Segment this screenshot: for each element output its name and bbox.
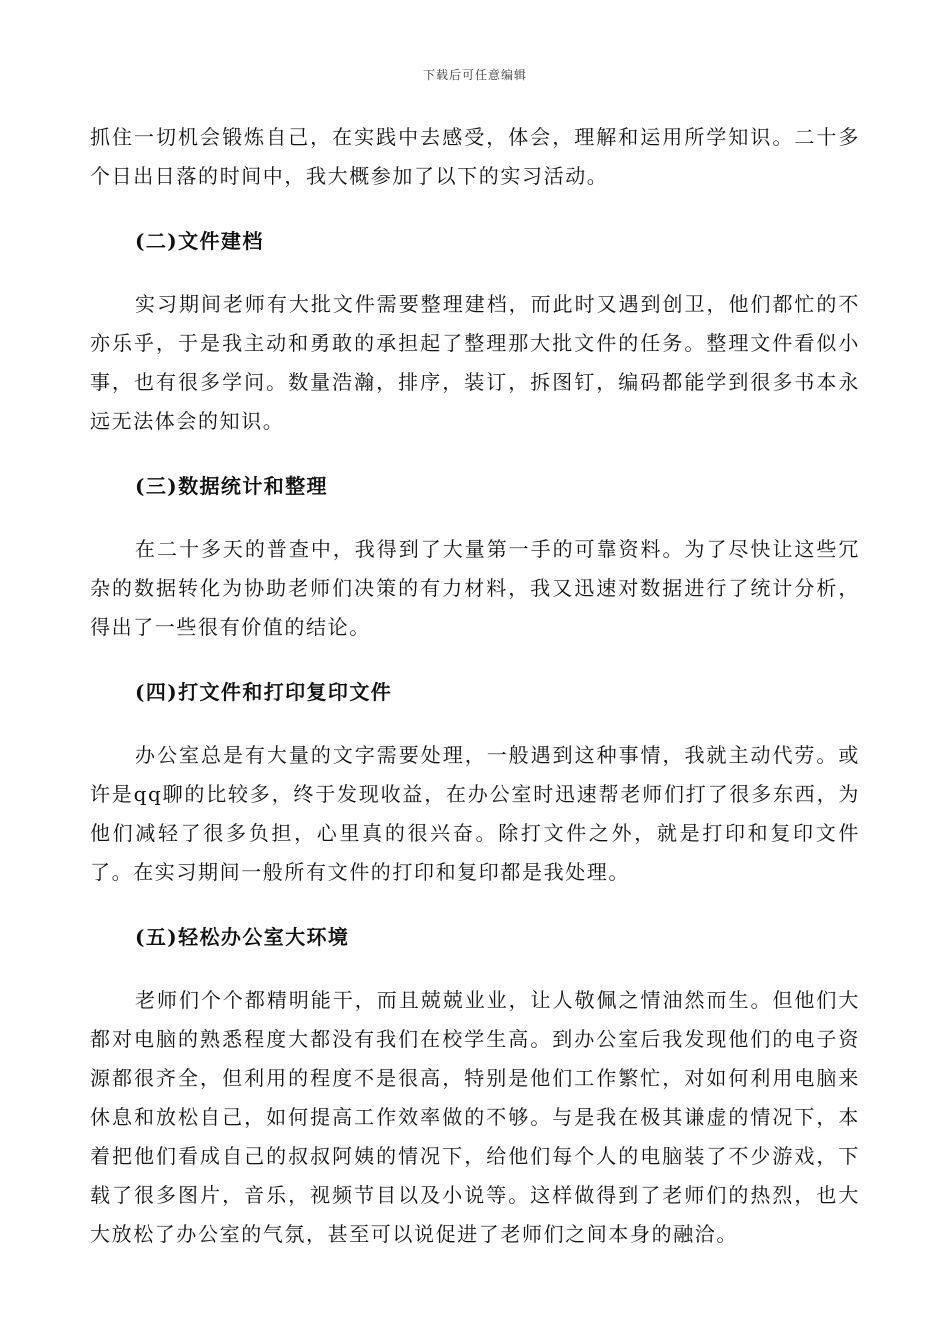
section-paragraph-typing-printing: 办公室总是有大量的文字需要处理，一般遇到这种事情，我就主动代劳。或许是qq聊的比较多，终于发现收益，在办公室时迅速帮老师们打了很多东西，为他们减轻了很多负担，心里真的很兴奋。除打文件之外，就是打印和复印文件了。在实习期间一般所有文件的打印和复印都是我处理。 xyxy=(90,743,860,884)
section-heading-statistics: (三)数据统计和整理 xyxy=(135,474,328,498)
section-heading-filing: (二)文件建档 xyxy=(135,229,264,253)
document-body xyxy=(90,118,860,1254)
section-heading-office-environment: (五)轻松办公室大环境 xyxy=(135,925,350,949)
section-heading-typing-printing: (四)打文件和打印复印文件 xyxy=(135,680,393,704)
section-paragraph-office-environment: 老师们个个都精明能干，而且兢兢业业，让人敬佩之情油然而生。但他们大都对电脑的熟悉程度大都没有我们在校学生高。到办公室后我发现他们的电子资源都很齐全，但利用的程度不是很高，特别是他们工作繁忙，对如何利用电脑来休息和放松自己，如何提高工作效率做的不够。与是我在极其谦虚的情况下，本着把他们看成自己的叔叔阿姨的情况下，给他们每个人的电脑装了不少游戏，下载了很多图片，音乐，视频节目以及小说等。这样做得到了老师们的热烈，也大大放松了办公室的气氛，甚至可以说促进了老师们之间本身的融洽。 xyxy=(90,988,860,1246)
section-paragraph-filing: 实习期间老师有大批文件需要整理建档，而此时又遇到创卫，他们都忙的不亦乐乎，于是我主动和勇敢的承担起了整理那大批文件的任务。整理文件看似小事，也有很多学问。数量浩瀚，排序，装订，拆图钉，编码都能学到很多书本永远无法体会的知识。 xyxy=(90,292,860,433)
intro-paragraph: 抓住一切机会锻炼自己，在实践中去感受，体会，理解和运用所学知识。二十多个日出日落的时间中，我大概参加了以下的实习活动。 xyxy=(90,125,860,188)
page-header: 下载后可任意编辑 xyxy=(422,68,527,82)
section-paragraph-statistics: 在二十多天的普查中，我得到了大量第一手的可靠资料。为了尽快让这些冗杂的数据转化为协助老师们决策的有力材料，我又迅速对数据进行了统计分析，得出了一些很有价值的结论。 xyxy=(90,537,860,639)
